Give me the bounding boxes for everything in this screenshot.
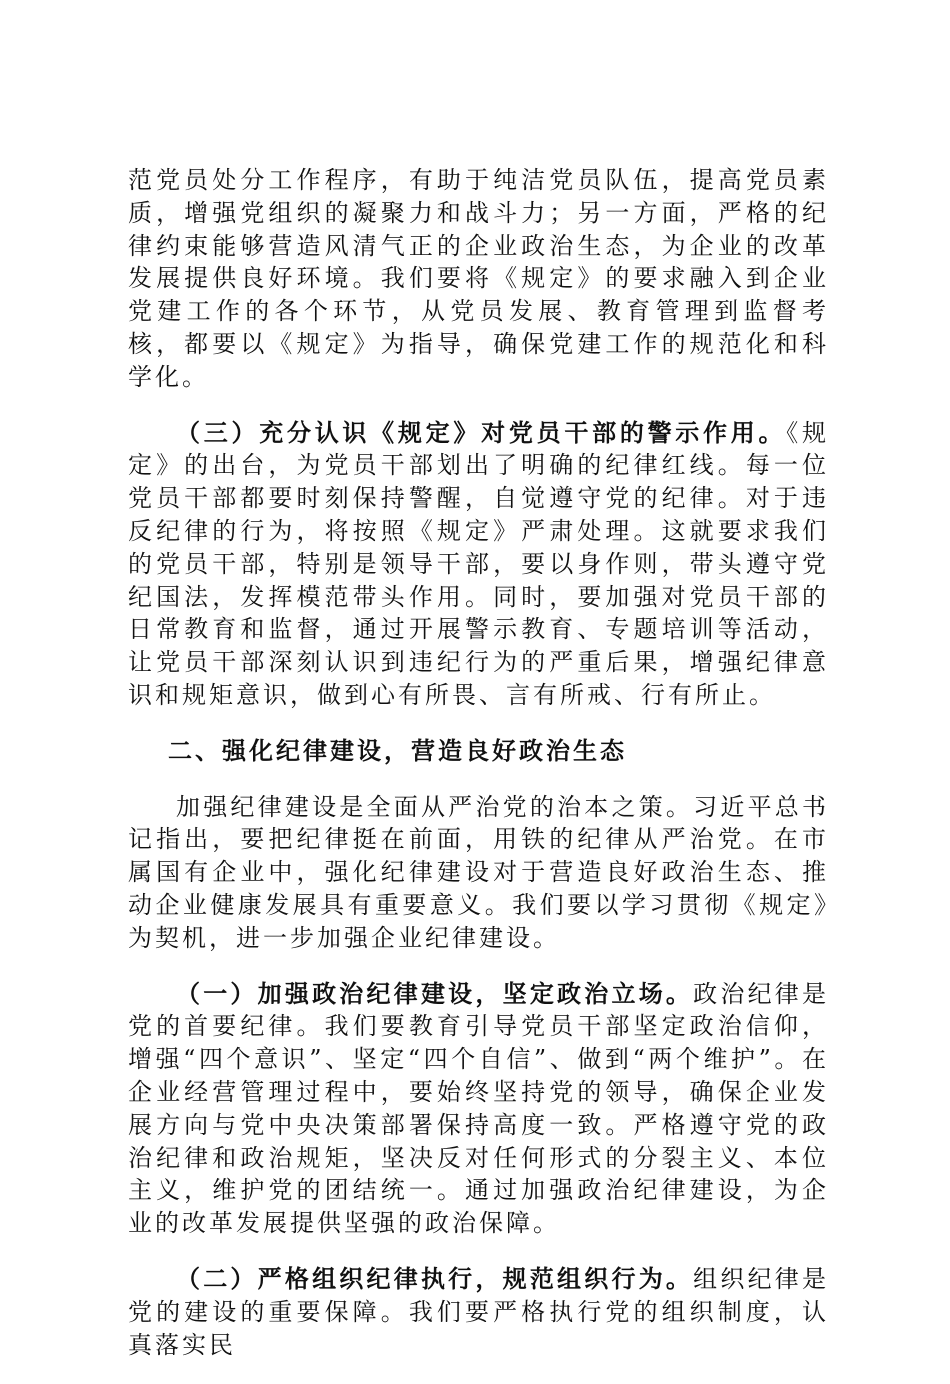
paragraph-continuation bbox=[128, 164, 829, 394]
paragraph-political-discipline bbox=[128, 978, 829, 1240]
paragraph-text: 加强纪律建设是全面从严治党的治本之策。习近平总书记指出，要把纪律挺在前面，用铁的纪律从严治党。在市属国有企业中，强化纪律建设对于营造良好政治生态、推动企业健康发展具有重要意义。我们要以学习贯彻《规定》为契机，进一步加强企业纪律建设。 bbox=[128, 792, 829, 952]
paragraph-discipline-intro bbox=[128, 791, 829, 955]
paragraph-warning-role bbox=[128, 417, 829, 712]
document-body bbox=[128, 164, 829, 1384]
paragraph-organizational-discipline bbox=[128, 1263, 829, 1361]
paragraph-text: 《规定》的出台，为党员干部划出了明确的纪律红线。每一位党员干部都要时刻保持警醒，自觉遵守党的纪律。对于违反纪律的行为，将按照《规定》严肃处理。这就要求我们的党员干部，特别是领导干部，要以身作则，带头遵守党纪国法，发挥模范带头作用。同时，要加强对党员干部的日常教育和监督，通过开展警示教育、专题培训等活动，让党员干部深刻认识到违纪行为的严重后果，增强纪律意识和规矩意识，做到心有所畏、言有所戒、行有所止。 bbox=[128, 418, 830, 709]
paragraph-lead: （三）充分认识《规定》对党员干部的警示作用。 bbox=[176, 417, 787, 447]
section-heading: 二、强化纪律建设，营造良好政治生态 bbox=[168, 735, 627, 765]
paragraph-text: 政治纪律是党的首要纪律。我们要教育引导党员干部坚定政治信仰，增强“四个意识”、坚定“四个自信”、做到“两个维护”。在企业经营管理过程中，要始终坚持党的领导，确保企业发展方向与党中央决策部署保持高度一致。严格遵守党的政治纪律和政治规矩，坚决反对任何形式的分裂主义、本位主义，维护党的团结统一。通过加强政治纪律建设，为企业的改革发展提供坚强的政治保障。 bbox=[128, 979, 830, 1238]
paragraph-text: 组织纪律是党的建设的重要保障。我们要严格执行党的组织制度，认真落实民 bbox=[128, 1264, 830, 1359]
paragraph-lead: （二）严格组织纪律执行，规范组织行为。 bbox=[176, 1263, 694, 1293]
paragraph-lead: （一）加强政治纪律建设，坚定政治立场。 bbox=[176, 978, 694, 1008]
paragraph-text: 范党员处分工作程序，有助于纯洁党员队伍，提高党员素质，增强党组织的凝聚力和战斗力；另一方面，严格的纪律约束能够营造风清气正的企业政治生态，为企业的改革发展提供良好环境。我们要将《规定》的要求融入到企业党建工作的各个环节，从党员发展、教育管理到监督考核，都要以《规定》为指导，确保党建工作的规范化和科学化。 bbox=[128, 166, 829, 391]
